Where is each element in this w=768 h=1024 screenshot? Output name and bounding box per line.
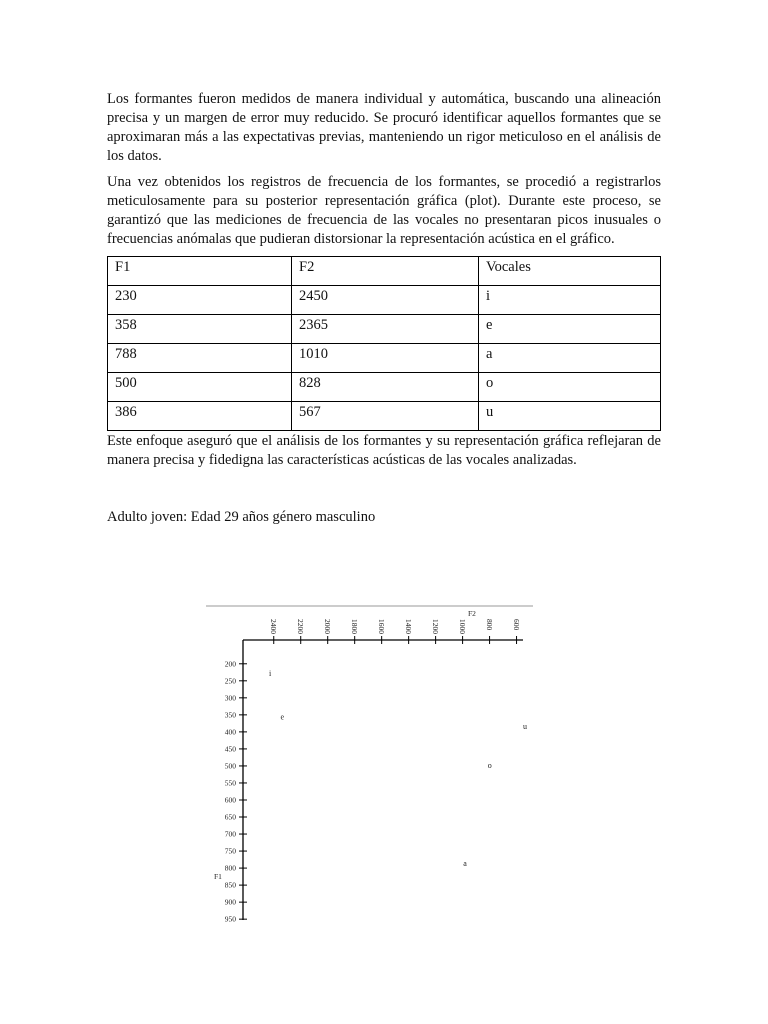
cell-vowel: u	[479, 402, 661, 431]
header-f1: F1	[108, 257, 292, 286]
y-tick-label: 650	[224, 812, 236, 822]
y-tick-label: 500	[224, 761, 236, 771]
cell-f1: 230	[108, 286, 292, 315]
cell-f1: 386	[108, 402, 292, 431]
document-page	[107, 90, 661, 527]
x-tick-label: 2200	[296, 619, 306, 634]
paragraph-conclusion: Este enfoque aseguró que el análisis de los formantes y su representación gráfica reflejaran de manera precisa y fidedigna las características acústicas de las vocales analizadas.	[107, 433, 661, 468]
vowel-point-a: a	[463, 859, 467, 868]
table-header-row	[108, 257, 661, 286]
cell-f1: 788	[108, 344, 292, 373]
formants-table	[107, 256, 661, 431]
y-tick-label: 950	[224, 914, 236, 924]
y-tick-label: 350	[224, 710, 236, 720]
x-axis-label: F2	[468, 609, 476, 618]
cell-f2: 828	[292, 373, 479, 402]
y-tick-label: 850	[224, 880, 236, 890]
y-tick-label: 450	[224, 744, 236, 754]
y-tick-label: 700	[224, 829, 236, 839]
cell-f1: 358	[108, 315, 292, 344]
x-tick-label: 600	[512, 619, 522, 631]
table-row	[108, 344, 661, 373]
x-tick-label: 1600	[377, 619, 387, 634]
y-tick-label: 800	[224, 863, 236, 873]
y-tick-label: 250	[224, 676, 236, 686]
x-tick-label: 1400	[404, 619, 414, 634]
cell-vowel: a	[479, 344, 661, 373]
table-row	[108, 315, 661, 344]
paragraph-methodology: Los formantes fueron medidos de manera individual y automática, buscando una alineación precisa y un margen de error muy reducido. Se procuró identificar aquellos formantes que se aproximaran más a las expectativas previas, manteniendo un rigor meticuloso en el análisis de los datos.	[107, 91, 661, 164]
y-tick-label: 750	[224, 846, 236, 856]
vowel-point-u: u	[523, 722, 527, 732]
paragraph-registration: Una vez obtenidos los registros de frecuencia de los formantes, se procedió a registrarlos meticulosamente para su posterior representación gráfica (plot). Durante este proceso, se garantizó que las mediciones de frecuencia de las vocales no presentaran picos inusuales o frecuencias anómalas que pudieran distorsionar la representación acústica en el gráfico.	[107, 174, 661, 247]
y-tick-label: 200	[224, 659, 236, 669]
vowel-point-i: i	[269, 669, 272, 678]
cell-f2: 1010	[292, 344, 479, 373]
cell-f1: 500	[108, 373, 292, 402]
cell-f2: 567	[292, 402, 479, 431]
x-tick-label: 2400	[269, 619, 279, 634]
x-tick-label: 1800	[350, 619, 360, 634]
y-tick-label: 900	[224, 897, 236, 907]
cell-vowel: o	[479, 373, 661, 402]
cell-vowel: e	[479, 315, 661, 344]
x-tick-label: 1000	[458, 619, 468, 634]
cell-f2: 2365	[292, 315, 479, 344]
table-row	[108, 402, 661, 431]
table-row	[108, 286, 661, 315]
header-f2: F2	[292, 257, 479, 286]
y-tick-label: 400	[224, 727, 236, 737]
y-tick-label: 600	[224, 795, 236, 805]
vowel-formant-chart	[190, 598, 540, 928]
x-tick-label: 800	[485, 619, 495, 631]
y-tick-label: 300	[224, 693, 236, 703]
header-vocales: Vocales	[479, 257, 661, 286]
cell-vowel: i	[479, 286, 661, 315]
table-row	[108, 373, 661, 402]
x-tick-label: 2000	[323, 619, 333, 634]
vowel-point-o: o	[487, 760, 492, 770]
vowel-point-e: e	[280, 712, 285, 722]
y-tick-label: 550	[224, 778, 236, 788]
cell-f2: 2450	[292, 286, 479, 315]
subject-label: Adulto joven: Edad 29 años género masculino	[107, 509, 376, 525]
y-axis-label: F1	[214, 872, 222, 881]
x-tick-label: 1200	[431, 619, 441, 634]
